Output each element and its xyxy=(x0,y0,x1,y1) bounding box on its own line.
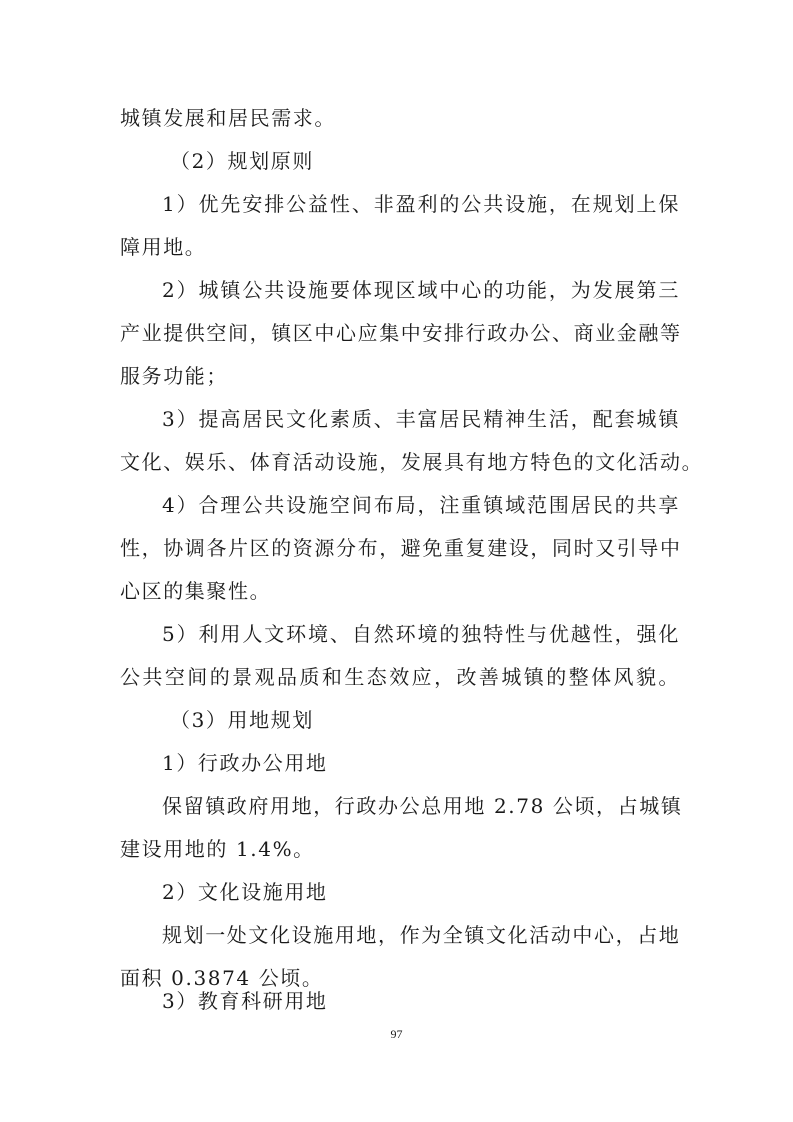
paragraph-line: 公共空间的景观品质和生态效应，改善城镇的整体风貌。 xyxy=(120,665,680,689)
paragraph-line: 保留镇政府用地，行政办公总用地 2.78 公顷，占城镇 xyxy=(162,794,683,818)
paragraph-line: 服务功能； xyxy=(120,364,228,388)
paragraph-line: 规划一处文化设施用地，作为全镇文化活动中心，占地 xyxy=(162,923,681,947)
subsection-heading: 2）文化设施用地 xyxy=(162,880,328,904)
paragraph-line: 2）城镇公共设施要体现区域中心的功能，为发展第三 xyxy=(162,278,680,302)
paragraph-line: 文化、娱乐、体育活动设施，发展具有地方特色的文化活动。 xyxy=(120,450,704,474)
subsection-heading: 3）教育科研用地 xyxy=(162,989,328,1013)
section-heading-principles: （2）规划原则 xyxy=(170,149,314,173)
paragraph-line: 性，协调各片区的资源分布，避免重复建设，同时又引导中 xyxy=(120,536,682,560)
paragraph-line: 心区的集聚性。 xyxy=(120,579,272,603)
paragraph-line: 3）提高居民文化素质、丰富居民精神生活，配套城镇 xyxy=(162,407,680,431)
paragraph-line: 建设用地的 1.4%。 xyxy=(120,837,315,861)
subsection-heading: 1）行政办公用地 xyxy=(162,751,328,775)
paragraph-line: 5）利用人文环境、自然环境的独特性与优越性，强化 xyxy=(162,622,680,646)
section-heading-land-use: （3）用地规划 xyxy=(170,708,314,732)
paragraph-line: 1）优先安排公益性、非盈利的公共设施，在规划上保 xyxy=(162,192,680,216)
paragraph-line: 障用地。 xyxy=(120,235,207,259)
paragraph-line: 4）合理公共设施空间布局，注重镇域范围居民的共享 xyxy=(162,493,680,517)
paragraph-line: 面积 0.3874 公顷。 xyxy=(120,966,324,990)
page-number: 97 xyxy=(390,1027,403,1041)
paragraph-line: 城镇发展和居民需求。 xyxy=(120,106,336,130)
paragraph-line: 产业提供空间，镇区中心应集中安排行政办公、商业金融等 xyxy=(120,321,682,345)
